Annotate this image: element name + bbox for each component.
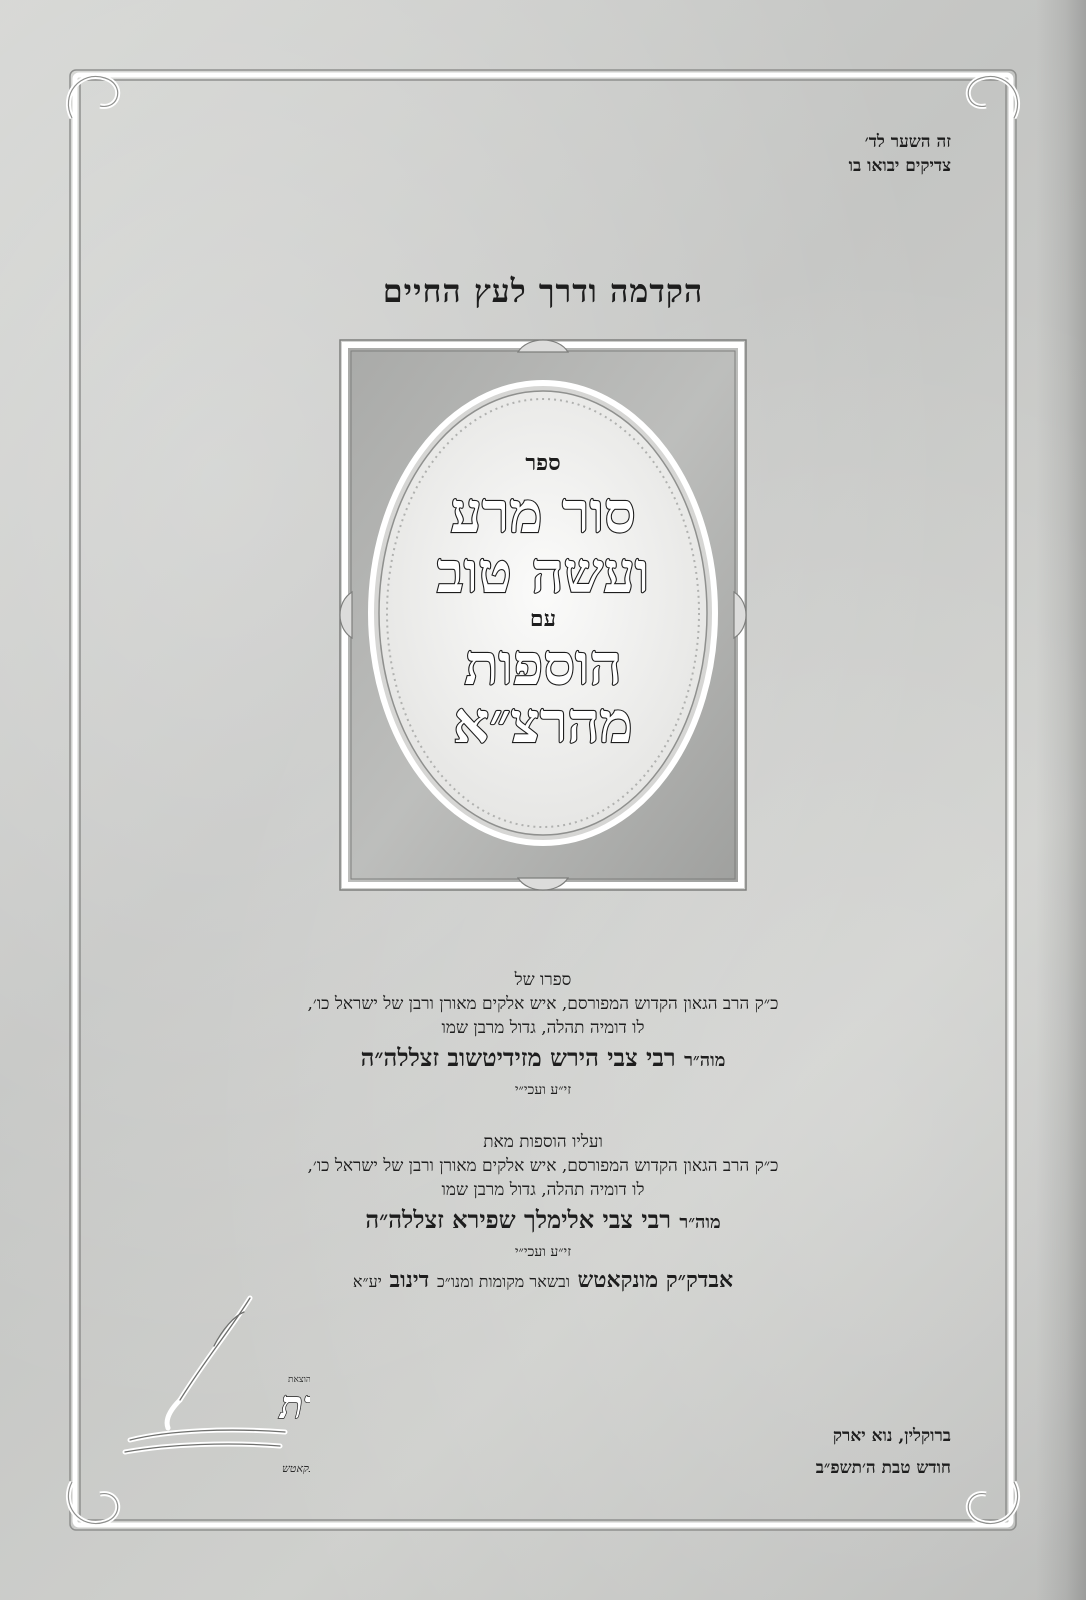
author-2-name-line	[0, 1202, 1086, 1241]
author-2-line-1: כ״ק הרב הגאון הקדוש המפורסם, איש אלקים מאורן ורבן של ישראל כו׳,	[307, 1156, 779, 1176]
author-2-name: רבי צבי אלימלך שפירא זצללה״ה	[365, 1205, 671, 1234]
imprint-date: חודש טבת ה׳תשפ״ב	[815, 1458, 951, 1478]
publisher-label: הוצאת	[288, 1375, 310, 1385]
author-1-blessing: זי״ע ועכי״י	[514, 1082, 572, 1098]
publisher-name: ת	[280, 1382, 304, 1427]
motto-line-2: צדיקים יבואו בו	[848, 156, 951, 176]
publisher-logo	[110, 1290, 310, 1480]
author-2-seat-part-4: יע״א	[352, 1272, 382, 1291]
subtitle: הקדמה ודרך לעץ החיים	[382, 272, 704, 310]
motto-line-1: זה השער לד׳	[864, 132, 951, 152]
imprint-city: ברוקלין, נוא יארק	[832, 1426, 951, 1446]
author-2-seat-part-1: אבדק״ק מונקאטש	[577, 1267, 734, 1293]
book-conjunction: עם	[529, 606, 557, 632]
author-2-credits	[0, 1130, 1086, 1299]
quill-icon	[110, 1290, 310, 1480]
author-1-intro: ספרו של	[514, 970, 572, 990]
publisher-tagline: קאטש	[282, 1462, 309, 1475]
author-1-name: רבי צבי הירש מזידיטשוב זצללה״ה	[360, 1043, 676, 1072]
author-2-name-prefix: מוה״ר	[679, 1212, 721, 1233]
book-additions-line-1: הוספות	[464, 632, 622, 698]
book-title-line-1: סור מרע	[450, 480, 636, 546]
imprint	[816, 1420, 951, 1484]
author-2-blessing: זי״ע ועכי״י	[514, 1244, 572, 1260]
author-1-line-1: כ״ק הרב הגאון הקדוש המפורסם, איש אלקים מאורן ורבן של ישראל כו׳,	[307, 994, 779, 1014]
author-1-credits	[0, 968, 1086, 1101]
author-1-name-line	[0, 1040, 1086, 1079]
author-1-name-prefix: מוה״ר	[684, 1050, 726, 1071]
author-2-intro: ועליו הוספות מאת	[483, 1132, 603, 1152]
author-2-seat-part-2: ובשאר מקומות ומנו״כ	[436, 1272, 570, 1291]
author-2-line-2: לו דומיה תהלה, גדול מרבן שמו	[441, 1180, 645, 1200]
book-title-line-2: ועשה טוב	[436, 540, 650, 606]
book-additions-line-2: מהרצ״א	[453, 690, 633, 756]
author-2-seat-part-3: דינוב	[389, 1267, 430, 1293]
book-prefix: ספר	[525, 450, 561, 476]
author-1-line-2: לו דומיה תהלה, גדול מרבן שמו	[441, 1018, 645, 1038]
